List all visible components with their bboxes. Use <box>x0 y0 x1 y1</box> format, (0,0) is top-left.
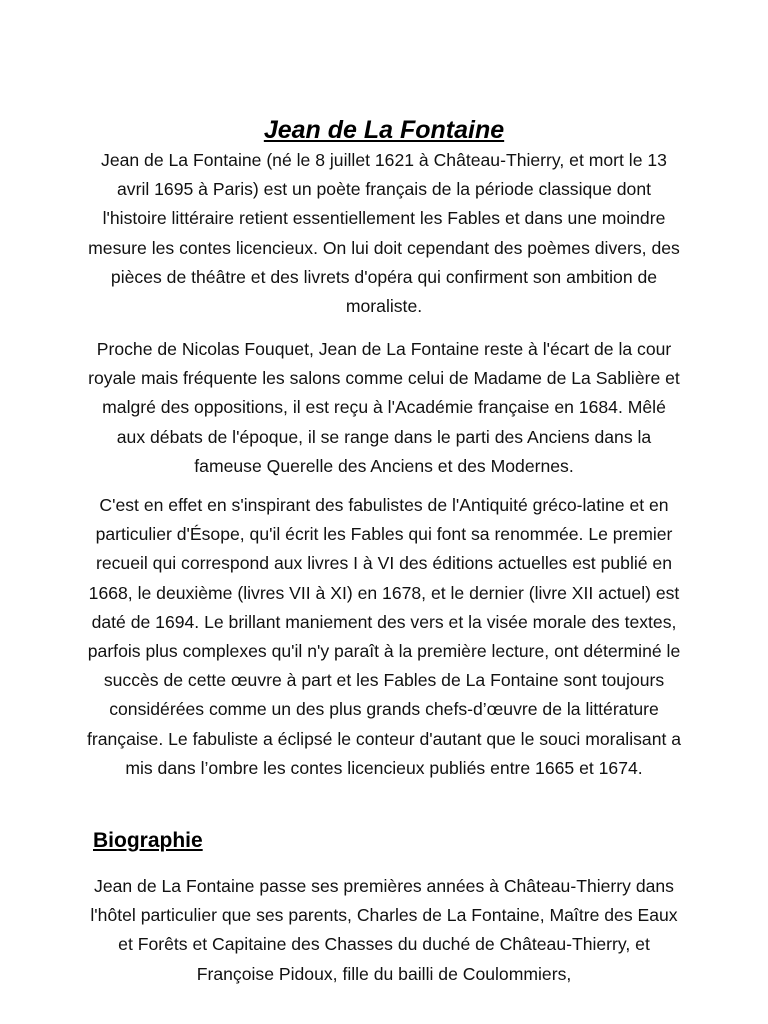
intro-paragraph: Jean de La Fontaine (né le 8 juillet 1621 à Château-Thierry, et mort le 13 avril 1695 à Paris) est un poète français de la période classique dont l'histoire littéraire retient essentiellement les Fables et dans une moindre mesure les contes licencieux. On lui doit cependant des poèmes divers, des pièces de théâtre et des livrets d'opéra qui confirment son ambition de moraliste. <box>88 150 680 317</box>
document-title: Jean de La Fontaine <box>263 115 505 144</box>
biography-paragraph: Jean de La Fontaine passe ses premières années à Château-Thierry dans l'hôtel particulier que ses parents, Charles de La Fontaine, Maître des Eaux et Forêts et Capitaine des Chasses du duché de Château-Thierry, et Françoise Pidoux, fille du bailli de Coulommiers, <box>90 876 678 984</box>
fables-paragraph: C'est en effet en s'inspirant des fabulistes de l'Antiquité gréco-latine et en particulier d'Ésope, qu'il écrit les Fables qui font sa renommée. Le premier recueil qui correspond aux livres I à VI des éditions actuelles est publié en 1668, le deuxième (livres VII à XI) en 1678, et le dernier (livre XII actuel) est daté de 1694. Le brillant maniement des vers et la visée morale des textes, parfois plus complexes qu'il n'y paraît à la première lecture, ont déterminé le succès de cette œuvre à part et les Fables de La Fontaine sont toujours considérées comme un des plus grands chefs-d’œuvre de la littérature française. Le fabuliste a éclipsé le conteur d'autant que le souci moralisant a mis dans l’ombre les contes licencieux publiés entre 1665 et 1674. <box>86 495 682 778</box>
section-heading: Biographie <box>93 829 203 852</box>
court-paragraph: Proche de Nicolas Fouquet, Jean de La Fontaine reste à l'écart de la cour royale mais fréquente les salons comme celui de Madame de La Sablière et malgré des oppositions, il est reçu à l'Académie française en 1684. Mêlé aux débats de l'époque, il se range dans le parti des Anciens dans la fameuse Querelle des Anciens et des Modernes. <box>88 339 680 476</box>
